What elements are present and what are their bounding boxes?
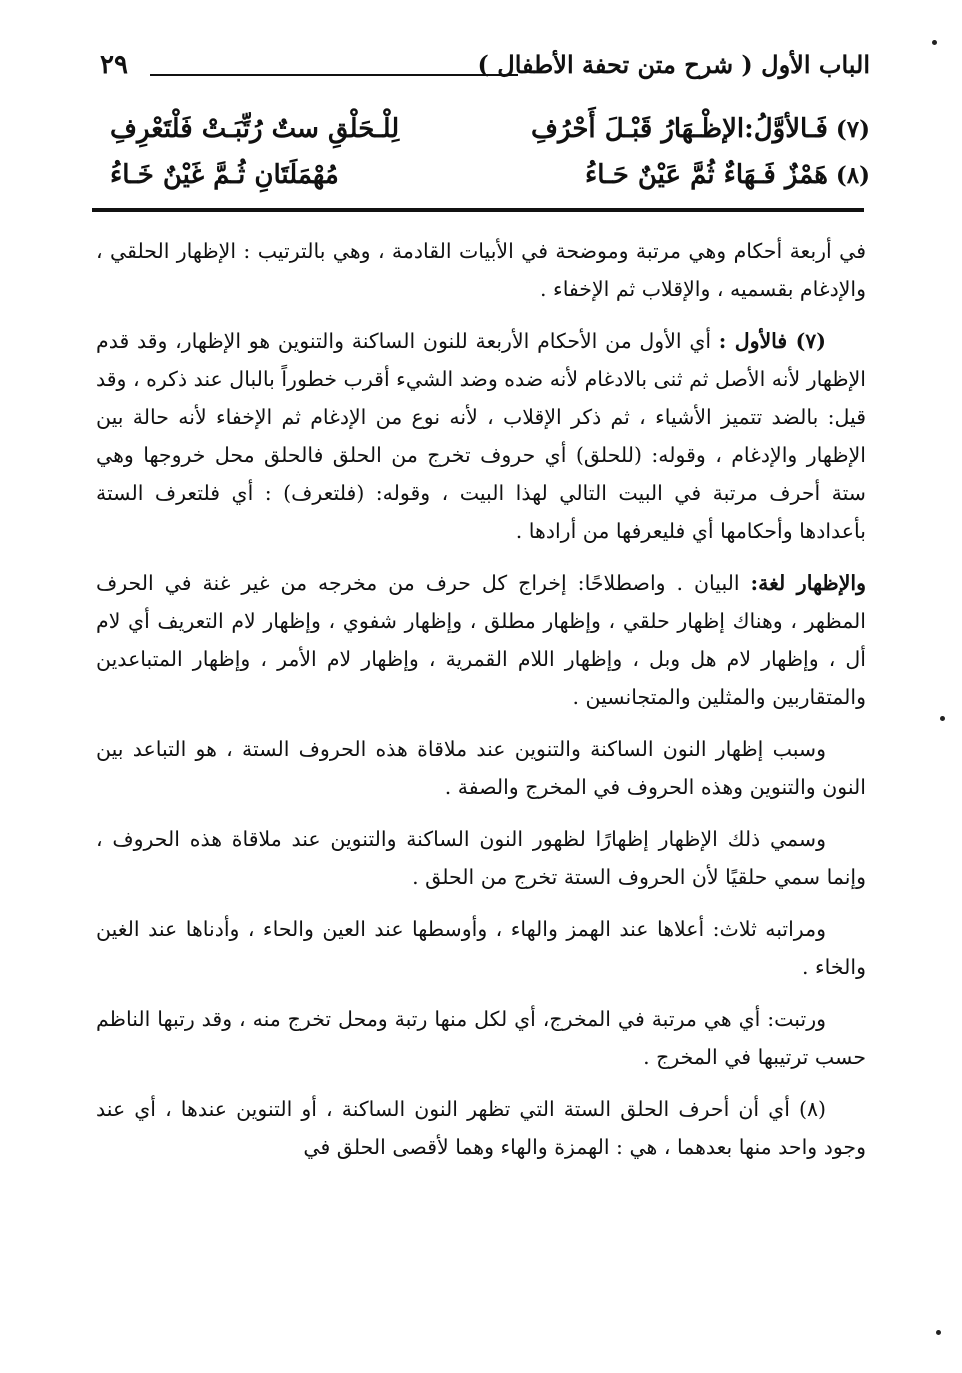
paragraph-text: وسبب إظهار النون الساكنة والتنوين عند ملاقاة هذه الحروف الستة ، هو التباعد بين النون والتنوين وهذه الحروف في المخرج والصفة . <box>96 737 866 799</box>
paragraph-text: البيان . واصطلاحًا: إخراج كل حرف من مخرجه من غير غنة في الحرف المظهر ، وهناك إظهار حلقي ، وإظهار مطلق ، وإظهار شفوي ، وإظهار لام التعريف أي لام أل ، وإظهار لام هل وبل ، وإظهار اللام القمرية ، وإظهار لام الأمر ، وإظهار المتباعدين والمتقاربين والمثلين والمتجانسين . <box>96 571 866 709</box>
margin-mark <box>936 1330 941 1335</box>
verse-first-half: هَمْزٌ فَـهَاءٌ ثُمَّ عَيْنٌ حَـاءُ <box>584 160 828 190</box>
paragraph <box>96 1090 866 1166</box>
running-header <box>100 48 870 88</box>
chapter-title: الباب الأول ( شرح متن تحفة الأطفال ) <box>477 50 870 79</box>
paragraph <box>96 564 866 716</box>
paragraph-text: ومراتبه ثلاث: أعلاها عند الهمز والهاء ، وأوسطها عند العين والحاء ، وأدناها عند الغين والخاء . <box>96 917 866 979</box>
paragraph-text: وسمي ذلك الإظهار إظهارًا لظهور النون الساكنة والتنوين عند ملاقاة هذه الحروف ، وإنما سمي حلقيًا لأن الحروف الستة تخرج من الحلق . <box>96 827 866 889</box>
paragraph-text: في أربعة أحكام وهي مرتبة وموضحة في الأبيات القادمة ، وهي بالترتيب : الإظهار الحلقي ، والإدغام بقسميه ، والإقلاب ثم الإخفاء . <box>96 239 866 301</box>
paragraph-text: ورتبت: أي هي مرتبة في المخرج، أي لكل منها رتبة ومحل تخرج منه ، وقد رتبها الناظم حسب ترتيبها في المخرج . <box>96 1007 866 1069</box>
page-number: ٢٩ <box>100 50 128 80</box>
verse-second-half: مُهْمَلَتَانِ ثُـمَّ غَيْنٌ خَـاءُ <box>110 160 339 190</box>
margin-mark <box>932 40 937 45</box>
verse-number: (٨) <box>835 162 870 189</box>
header-rule <box>150 74 518 76</box>
poem-verses <box>110 112 870 202</box>
paragraph <box>96 820 866 896</box>
paragraph <box>96 1000 866 1076</box>
verse-8 <box>110 158 870 200</box>
paragraph-lead: والإظهار لغة: <box>750 571 866 595</box>
paragraph <box>96 232 866 308</box>
margin-mark <box>940 716 945 721</box>
verse-7 <box>110 112 870 154</box>
paragraph-text: (٨) أي أن أحرف الحلق الستة التي تظهر النون الساكنة ، أو التنوين عندها ، أي عند وجود واحد منها بعدهما ، هي : الهمزة والهاء وهما لأقصى الحلق في <box>96 1097 866 1159</box>
paragraph-lead: (٧) فالأول : <box>718 329 826 353</box>
verse-number: (٧) <box>835 116 870 143</box>
paragraph-text: أي الأول من الأحكام الأربعة للنون الساكنة والتنوين هو الإظهار، وقد قدم الإظهار لأنه الأصل ثم ثنى بالادغام لأنه ضده وضد الشيء أقرب خطوراً بالبال عند ذكره ، وقد قيل: بالضد تتميز الأشياء ، ثم ذكر الإقلاب ، لأنه نوع من الإدغام ثم الإخفاء لأنه حالة بين الإظهار والإدغام ، وقوله: (للحلق) أي حروف تخرج من الحلق فالحلق محل خروجها وهي ستة أحرف مرتبة في البيت التالي لهذا البيت ، وقوله: (فلتعرف) : أي فلتعرف الستة بأعدادها وأحكامها أي فليعرفها من أرادها . <box>96 329 866 543</box>
paragraph <box>96 910 866 986</box>
paragraph <box>96 730 866 806</box>
verses-divider <box>92 208 864 212</box>
verse-second-half: لِلْـحَلْقِ ستٌ رُتِّبَـتْ فَلْتَعْرِفِ <box>110 114 400 144</box>
paragraph <box>96 322 866 550</box>
verse-first-half: فَـالأوَّلُ:الإظْـهَارُ قَبْـلَ أَحْرُفِ <box>531 114 828 144</box>
commentary-body <box>96 232 866 1180</box>
